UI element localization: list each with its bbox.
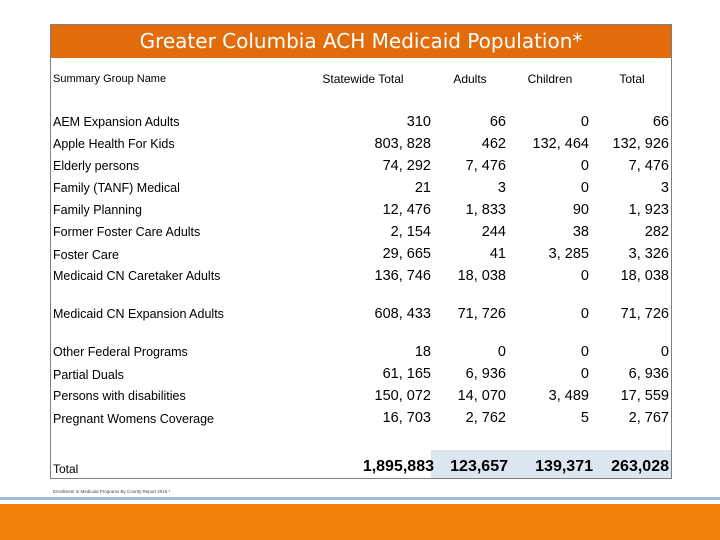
header-adults: Adults bbox=[453, 72, 487, 86]
cell-total: 2, 767 bbox=[628, 410, 669, 426]
cell-statewide: 16, 703 bbox=[382, 410, 431, 426]
cell-total: 132, 926 bbox=[612, 136, 669, 152]
header-statewide-total: Statewide Total bbox=[322, 72, 404, 86]
row-label: Persons with disabilities bbox=[53, 389, 186, 403]
cell-children: 0 bbox=[580, 268, 589, 284]
cell-adults: 71, 726 bbox=[457, 306, 506, 322]
cell-children: 0 bbox=[580, 158, 589, 174]
slide-title: Greater Columbia ACH Medicaid Population* bbox=[51, 25, 671, 58]
cell-children: 90 bbox=[572, 202, 589, 218]
header-summary-group: Summary Group Name bbox=[53, 73, 167, 85]
row-label: Family (TANF) Medical bbox=[53, 181, 180, 195]
cell-total: 7, 476 bbox=[628, 158, 669, 174]
row-label: Foster Care bbox=[53, 248, 119, 262]
cell-total: 6, 936 bbox=[628, 366, 669, 382]
cell-children: 0 bbox=[580, 306, 589, 322]
cell-total: 17, 559 bbox=[620, 388, 669, 404]
cell-children: 3, 285 bbox=[548, 246, 589, 262]
cell-total: 282 bbox=[644, 224, 669, 240]
total-total: 263,028 bbox=[611, 458, 669, 475]
row-label: Medicaid CN Expansion Adults bbox=[53, 307, 224, 321]
cell-children: 5 bbox=[580, 410, 589, 426]
row-label: Former Foster Care Adults bbox=[53, 225, 201, 239]
cell-statewide: 12, 476 bbox=[382, 202, 431, 218]
cell-statewide: 310 bbox=[406, 114, 431, 130]
header-children: Children bbox=[527, 72, 573, 86]
row-label: Partial Duals bbox=[53, 368, 124, 382]
cell-statewide: 803, 828 bbox=[374, 136, 431, 152]
cell-children: 38 bbox=[572, 224, 589, 240]
cell-total: 3 bbox=[660, 180, 669, 196]
cell-adults: 6, 936 bbox=[465, 366, 506, 382]
cell-total: 1, 923 bbox=[628, 202, 669, 218]
total-children: 139,371 bbox=[535, 458, 593, 475]
cell-children: 0 bbox=[580, 114, 589, 130]
cell-statewide: 608, 433 bbox=[374, 306, 431, 322]
cell-statewide: 18 bbox=[414, 344, 431, 360]
cell-statewide: 150, 072 bbox=[374, 388, 431, 404]
cell-adults: 7, 476 bbox=[465, 158, 506, 174]
cell-statewide: 136, 746 bbox=[374, 268, 431, 284]
cell-statewide: 74, 292 bbox=[382, 158, 431, 174]
cell-statewide: 29, 665 bbox=[382, 246, 431, 262]
cell-adults: 2, 762 bbox=[465, 410, 506, 426]
cell-children: 3, 489 bbox=[548, 388, 589, 404]
cell-adults: 462 bbox=[481, 136, 506, 152]
cell-total: 3, 326 bbox=[628, 246, 669, 262]
row-label: Medicaid CN Caretaker Adults bbox=[53, 269, 221, 283]
cell-total: 18, 038 bbox=[620, 268, 669, 284]
footer-orange-band bbox=[0, 504, 720, 540]
total-label: Total bbox=[53, 462, 79, 476]
header-total: Total bbox=[619, 72, 645, 86]
cell-adults: 0 bbox=[497, 344, 506, 360]
cell-statewide: 21 bbox=[414, 180, 431, 196]
total-statewide: 1,895,883 bbox=[362, 458, 434, 475]
cell-children: 0 bbox=[580, 366, 589, 382]
cell-total: 66 bbox=[652, 114, 669, 130]
total-adults: 123,657 bbox=[450, 458, 508, 475]
row-label: AEM Expansion Adults bbox=[53, 115, 180, 129]
cell-total: 0 bbox=[660, 344, 669, 360]
cell-adults: 1, 833 bbox=[465, 202, 506, 218]
row-label: Other Federal Programs bbox=[53, 345, 188, 359]
row-label: Family Planning bbox=[53, 203, 142, 217]
cell-adults: 41 bbox=[489, 246, 506, 262]
source-note: Enrollment in Medicaid Programs By County Report 2018 * bbox=[53, 489, 171, 494]
cell-statewide: 2, 154 bbox=[390, 224, 431, 240]
cell-adults: 18, 038 bbox=[457, 268, 506, 284]
row-label: Pregnant Womens Coverage bbox=[53, 412, 214, 426]
cell-adults: 244 bbox=[481, 224, 506, 240]
cell-adults: 3 bbox=[497, 180, 506, 196]
cell-total: 71, 726 bbox=[620, 306, 669, 322]
cell-children: 0 bbox=[580, 344, 589, 360]
cell-children: 0 bbox=[580, 180, 589, 196]
cell-children: 132, 464 bbox=[532, 136, 589, 152]
cell-adults: 14, 070 bbox=[457, 388, 506, 404]
cell-statewide: 61, 165 bbox=[382, 366, 431, 382]
row-label: Elderly persons bbox=[53, 159, 140, 173]
cell-adults: 66 bbox=[489, 114, 506, 130]
row-label: Apple Health For Kids bbox=[53, 137, 175, 151]
